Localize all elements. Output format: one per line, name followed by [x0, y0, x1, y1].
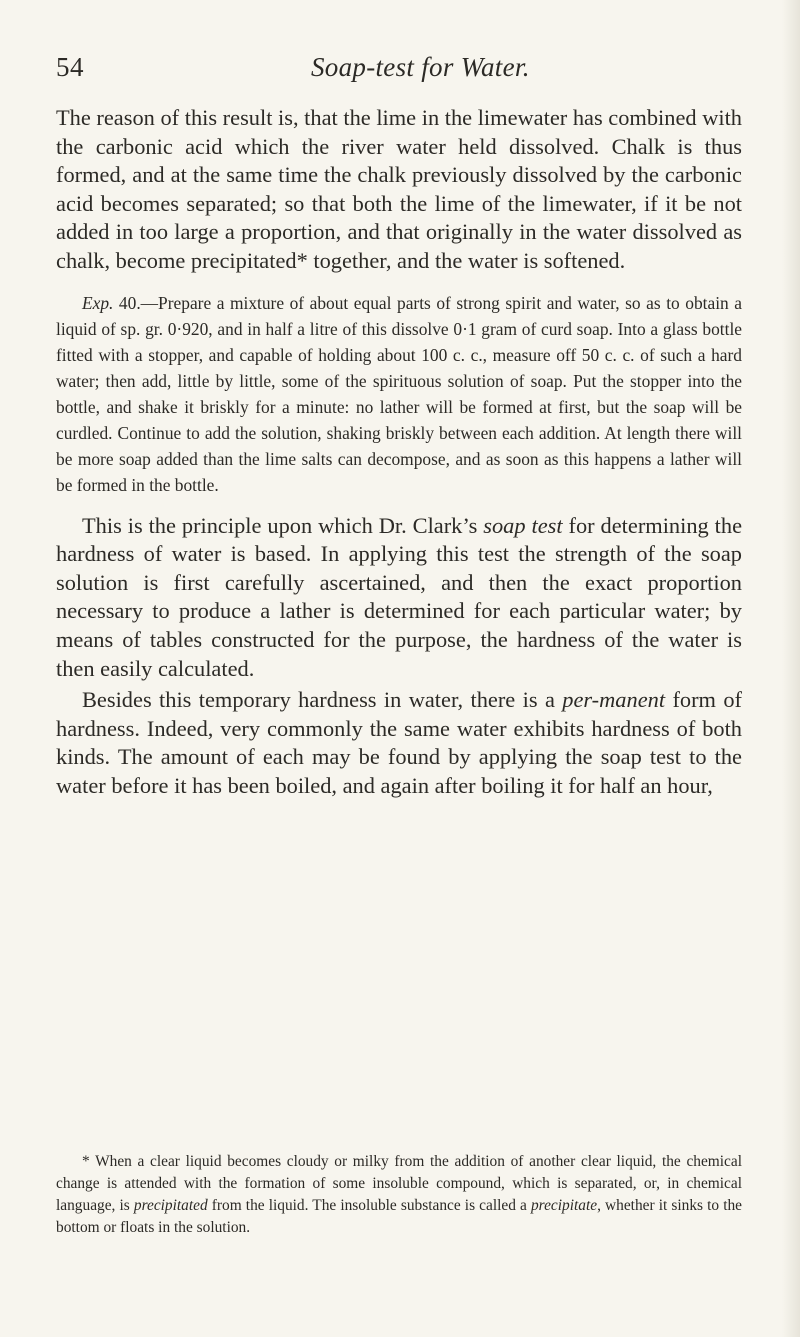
- main-text: [56, 104, 742, 801]
- paragraph-chalk-precipitation: The reason of this result is, that the lime in the limewater has combined with the carbonic acid which the river water held dissolved. Chalk is thus formed, and at the same time the chalk previously dissolved by the carbonic acid becomes separated; so that both the lime of the limewater, if it be not added in too large a proportion, and that originally in the water dissolved as chalk, become precipitated* together, and the water is softened.: [56, 105, 742, 273]
- experiment-40-paragraph: [56, 290, 742, 498]
- footnote-italic-precipitate: precipitate: [530, 1197, 598, 1214]
- p3-text-a: This is the principle upon which Dr. Clark’s: [82, 512, 484, 538]
- page-edge-shadow: [782, 0, 800, 1337]
- experiment-text: 40.—Prepare a mixture of about equal parts of strong spirit and water, so as to obtain a liquid of sp. gr. 0·920, and in half a litre of this dissolve 0·1 gram of curd soap. Into a glass bottle fitted with a stopper, and capable of holding about 100 c. c., measure off 50 c. c. of such a hard water; then add, little by little, some of the spirituous solution of soap. Put the stopper into the bottle, and shake it briskly for a minute: no lather will be formed at first, but the soap will be curdled. Continue to add the solution, shaking briskly between each addition. At length there will be more soap added than the lime salts can decompose, and as soon as this happens a lather will be formed in the bottle.: [56, 292, 742, 495]
- p4-text-a: Besides this temporary hardness in water, there is a: [82, 687, 563, 713]
- footnote-italic-precipitated: precipitated: [133, 1197, 208, 1214]
- p4-italic: per-manent: [562, 687, 666, 713]
- running-head: [56, 52, 746, 92]
- experiment-label: Exp.: [82, 292, 114, 313]
- footnote: [56, 1151, 742, 1239]
- footnote-text-c: , whether it sinks to the bottom or floats in the solution.: [56, 1197, 742, 1236]
- paragraph-permanent-hardness: [56, 686, 742, 800]
- p3-italic: soap test: [483, 512, 563, 538]
- p3-text-b: for determining the hardness of water is based. In applying this test the strength of the soap solution is first carefully ascertained, and then the exact proportion necessary to produce a lather is determined for each particular water; by means of tables constructed for the purpose, the hardness of the water is then easily calculated.: [56, 512, 743, 681]
- paragraph-clark-soap-test: [56, 512, 742, 684]
- footnote-text-a: * When a clear liquid becomes cloudy or milky from the addition of another clear liquid, the chemical change is attended with the formation of some insoluble compound, which is separated, or, in chemical language, is: [56, 1153, 742, 1214]
- p4-text-b: form of hardness. Indeed, very commonly the same water exhibits hardness of both kinds. The amount of each may be found by applying the soap test to the water before it has been boiled, and again after boiling it for half an hour,: [56, 687, 743, 798]
- page-number: 54: [56, 52, 84, 82]
- footnote-text-b: from the liquid. The insoluble substance is called a: [207, 1197, 531, 1214]
- running-title: Soap-test for Water.: [311, 52, 530, 82]
